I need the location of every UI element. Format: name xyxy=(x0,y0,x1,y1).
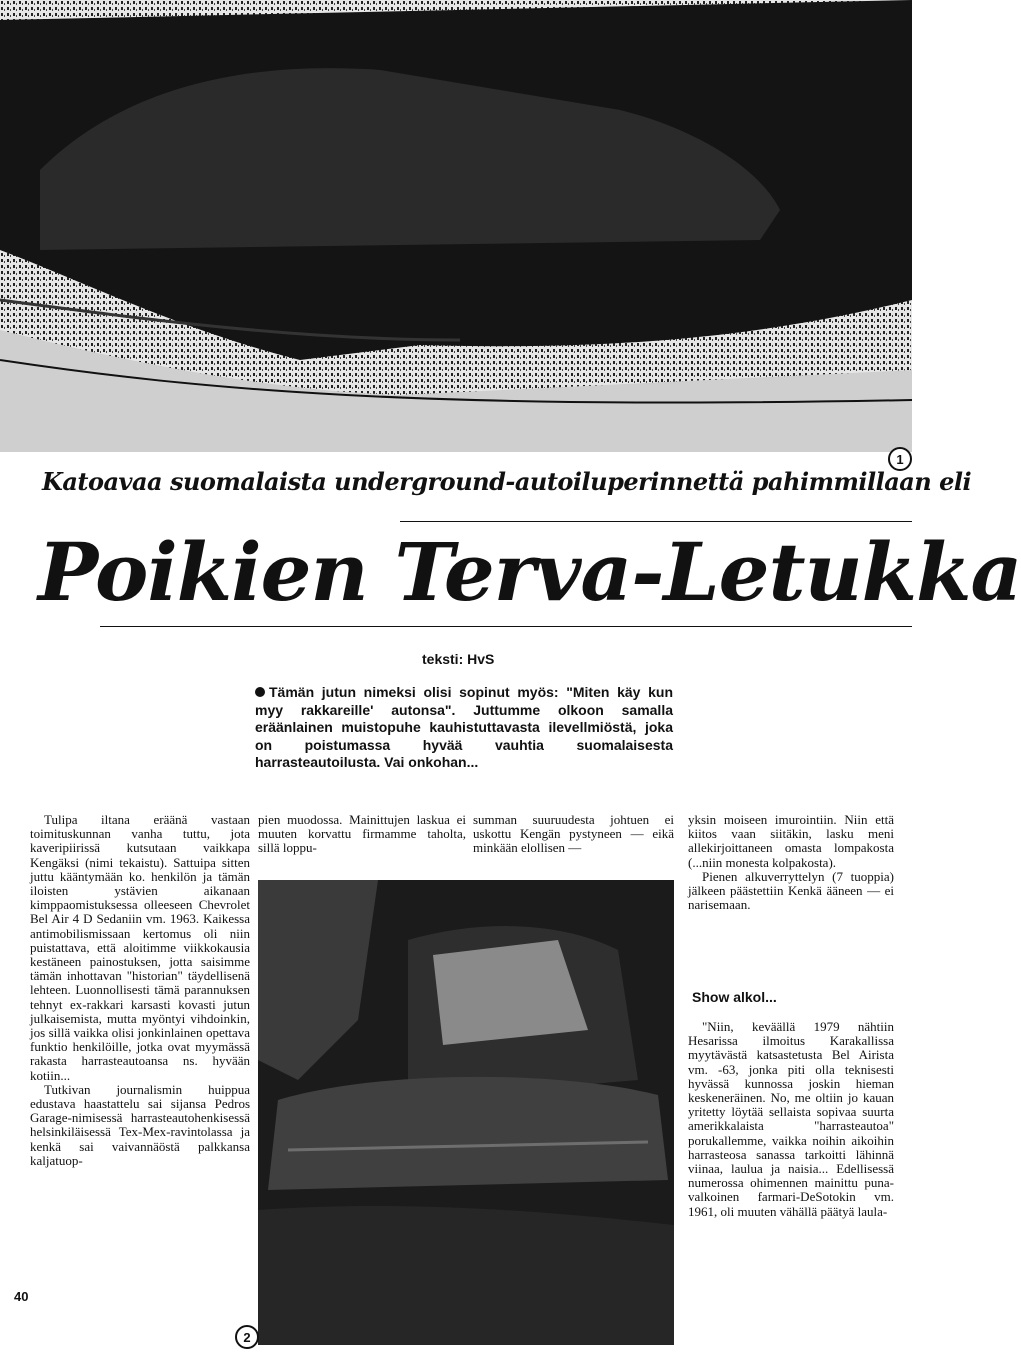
lead-paragraph xyxy=(255,684,673,772)
lead-text: Tämän jutun nimeksi olisi sopinut myös: "Miten käy kun myy rakkareille' autonsa". Juttumme olkoon samalla eräänlainen muistopuhe kauhistuttavasta ilevellmiöstä, joka on poistumassa hyvää vauhtia suomalaisesta harrasteautoilusta. Vai onkohan... xyxy=(255,684,673,770)
section-subheading: Show alkol... xyxy=(692,989,777,1005)
paragraph: Tulipa iltana eräänä vastaan toimituskunnan vanha tuttu, jota kaveripiirissä kutsutaan vaikkapa Kengäksi (nimi tekaistu). Sattuipa sitten juttu kääntymään ko. henkilön ja tämän iloisten ystävien aikanaan kimppaomistuksessa olleeseen Chevrolet Bel Air 4 D Sedaniin vm. 1963. Kaikessa antimobilismissaan kertomus oli niin puistattava, että aloitimme viikkokausia kestäneen painostuksen, jotta saisimme tämän inhottavan "historian" täydellisenä lehteen. Luonnollisesti tämä parannuksen tehnyt ex-rakkari karsasti kovasti jutun julkaisemista, mutta myöntyi vihdoinkin, jos sillä vaikka olisi jonkinlainen opettava funktio henkilöille, jotka ovat myymässä rakasta harrasteautoansa ns. hyvään kotiin... xyxy=(30,812,250,1083)
rule xyxy=(100,626,912,627)
byline: teksti: HvS xyxy=(422,651,495,667)
article-column-4 xyxy=(688,813,894,912)
article-column-2 xyxy=(258,813,466,856)
paragraph: "Niin, keväällä 1979 nähtiin Hesarissa ilmoitus Karakallissa myytävästä katsastetusta Bel Airista vm. -63, jonka piti olla teknisesti hyvässä kunnossa joskin hieman keskeneräinen. No, me oltiin jo kauan yritetty löytää sellaista sopivaa suurta amerikkalaista "harrasteautoa" porukallemme, vaikka noihin aikoihin harrasteosa sanassa tarkoitti lähinnä viinaa, laulua ja naisia... Edellisessä numerossa ohimennen mainittu puna-valkoinen farmari-DeSotokin vm. 1961, oli muuten vähällä päätyä laula- xyxy=(688,1019,894,1219)
paragraph: pien muodossa. Mainittujen laskua ei muuten korvattu firmamme taholta, sillä loppu- xyxy=(258,812,466,856)
kicker-headline: Katoavaa suomalaista underground-autoiluperinnettä pahimmillaan eli xyxy=(42,467,972,496)
paragraph: summan suuruudesta johtuen ei uskottu Kengän pystyneen — eikä minkään elollisen — xyxy=(473,812,674,856)
paragraph: Tutkivan journalismin huippua edustava haastattelu sai sijansa Pedros Garage-nimisessä harrasteautohenkisessä helsinkiläisessä Tex-Mex-ravintolassa ja kenkä sai vaivannäöstä palkkansa kaljatuop- xyxy=(30,1081,250,1168)
article-column-3 xyxy=(473,813,674,856)
hero-photo xyxy=(0,0,912,452)
article-column-4-continued xyxy=(688,1020,894,1219)
paragraph: Pienen alkuverryttelyn (7 tuoppia) jälkeen päästettiin Kenkä ääneen — ei narisemaan. xyxy=(688,868,894,913)
bullet-icon xyxy=(255,687,265,697)
page-title: Poikien Terva-Letukka xyxy=(38,525,1021,619)
photo-number-badge: 1 xyxy=(888,447,912,471)
car-photo xyxy=(258,880,674,1345)
page-number: 40 xyxy=(14,1289,29,1304)
photo-number-badge: 2 xyxy=(235,1325,259,1349)
article-column-1 xyxy=(30,813,250,1168)
paragraph: yksin moiseen imurointiin. Niin että kiitos vaan siitäkin, lasku meni allekirjoittaneen omasta lompakosta (...niin monesta kolpakosta). xyxy=(688,812,894,870)
